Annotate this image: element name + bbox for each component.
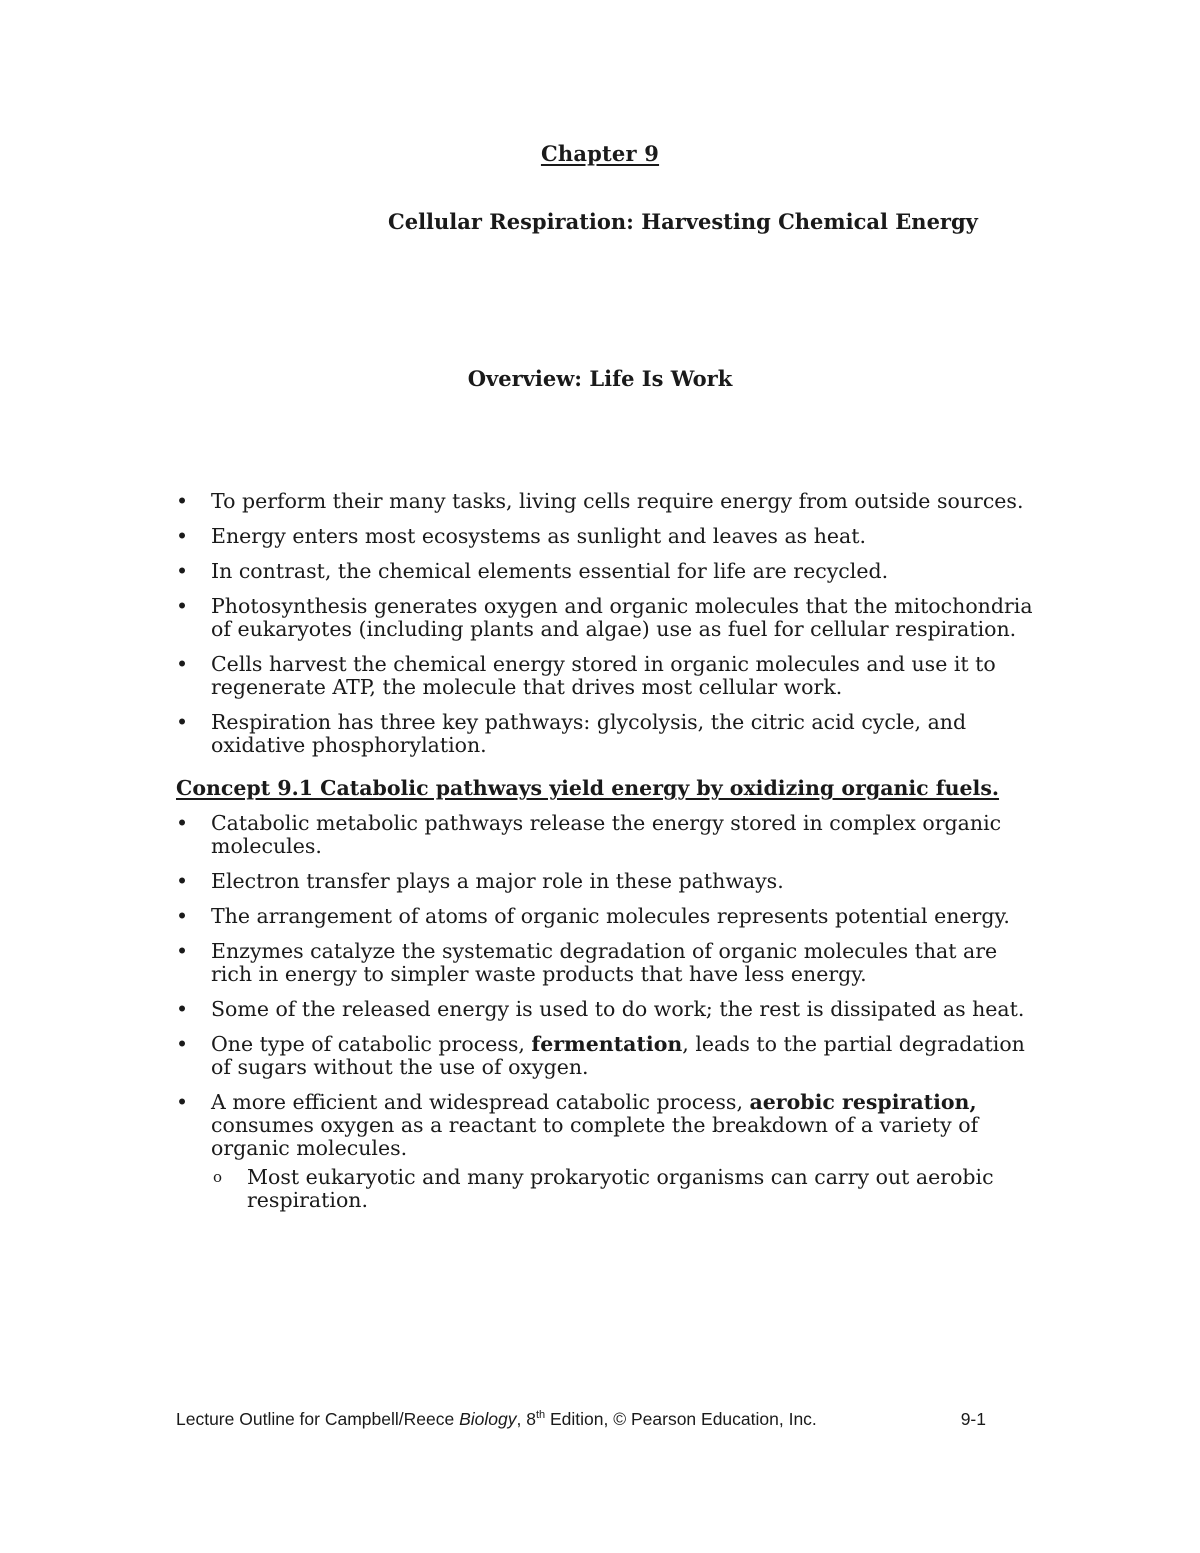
list-item-text: Respiration has three key pathways: glycolysis, the citric acid cycle, and oxidative phosphorylation. — [211, 710, 967, 757]
overview-list — [176, 490, 1036, 757]
list-item-text: Cells harvest the chemical energy stored in organic molecules and use it to regenerate ATP, the molecule that drives most cellular work. — [211, 652, 996, 699]
list-item — [176, 1091, 1036, 1212]
footer-text-after: Edition, © Pearson Education, Inc. — [545, 1409, 817, 1429]
bullet-icon: • — [176, 904, 189, 928]
footer-edition-number: , 8 — [516, 1409, 536, 1429]
list-item-text: Catabolic metabolic pathways release the energy stored in complex organic molecules. — [211, 811, 1002, 858]
bullet-icon: • — [176, 869, 189, 893]
list-item-text: Some of the released energy is used to do work; the rest is dissipated as heat. — [211, 997, 1025, 1021]
sub-bullet-icon: o — [213, 1168, 223, 1186]
aerobic-text-before: A more efficient and widespread catabolic process, — [211, 1090, 750, 1114]
footer-text-before: Lecture Outline for Campbell/Reece — [176, 1409, 460, 1429]
main-content — [176, 490, 1036, 1224]
fermentation-text-after: , leads to the partial degradation of sugars without the use of oxygen. — [211, 1032, 1025, 1079]
sub-list-item — [211, 1166, 1036, 1212]
sub-list — [211, 1166, 1036, 1212]
list-item — [176, 490, 1036, 513]
chapter-subtitle: Cellular Respiration: Harvesting Chemical Energy — [388, 209, 978, 234]
overview-heading: Overview: Life Is Work — [467, 366, 733, 391]
page-footer — [176, 1409, 986, 1430]
list-item — [176, 870, 1036, 893]
bullet-icon: • — [176, 997, 189, 1021]
bullet-icon: • — [176, 489, 189, 513]
list-item-text: Electron transfer plays a major role in these pathways. — [211, 869, 784, 893]
fermentation-text-before: One type of catabolic process, — [211, 1032, 532, 1056]
list-item — [176, 595, 1036, 641]
bullet-icon: • — [176, 939, 189, 963]
list-item-text: Photosynthesis generates oxygen and organic molecules that the mitochondria of eukaryotes (including plants and algae) use as fuel for cellular respiration. — [211, 594, 1033, 641]
list-item-text: In contrast, the chemical elements essential for life are recycled. — [211, 559, 889, 583]
aerobic-respiration-term: aerobic respiration, — [749, 1090, 977, 1114]
bullet-icon: • — [176, 652, 189, 676]
footer-edition-suffix: th — [535, 1409, 546, 1422]
list-item — [176, 998, 1036, 1021]
bullet-icon: • — [176, 1032, 189, 1056]
list-item-text: Enzymes catalyze the systematic degradation of organic molecules that are rich in energy to simpler waste products that have less energy. — [211, 939, 998, 986]
list-item-text: To perform their many tasks, living cells require energy from outside sources. — [211, 489, 1024, 513]
concept-list — [176, 812, 1036, 1212]
list-item-text: Energy enters most ecosystems as sunlight and leaves as heat. — [211, 524, 867, 548]
list-item — [176, 812, 1036, 858]
aerobic-text-after: consumes oxygen as a reactant to complete the breakdown of a variety of organic molecules. — [211, 1113, 979, 1160]
fermentation-term: fermentation — [531, 1032, 683, 1056]
concept-heading: Concept 9.1 Catabolic pathways yield energy by oxidizing organic fuels. — [176, 776, 1000, 800]
chapter-title: Chapter 9 — [540, 141, 660, 166]
list-item — [176, 525, 1036, 548]
list-item — [176, 560, 1036, 583]
bullet-icon: • — [176, 710, 189, 734]
list-item — [176, 940, 1036, 986]
page-number: 9-1 — [960, 1409, 986, 1429]
list-item-text: The arrangement of atoms of organic molecules represents potential energy. — [211, 904, 1010, 928]
sub-list-item-text: Most eukaryotic and many prokaryotic organisms can carry out aerobic respiration. — [247, 1165, 994, 1212]
bullet-icon: • — [176, 811, 189, 835]
list-item — [176, 653, 1036, 699]
list-item — [176, 1033, 1036, 1079]
list-item — [176, 711, 1036, 757]
bullet-icon: • — [176, 1090, 189, 1114]
bullet-icon: • — [176, 559, 189, 583]
footer-book-title: Biology — [459, 1409, 517, 1429]
list-item — [176, 905, 1036, 928]
bullet-icon: • — [176, 594, 189, 618]
bullet-icon: • — [176, 524, 189, 548]
